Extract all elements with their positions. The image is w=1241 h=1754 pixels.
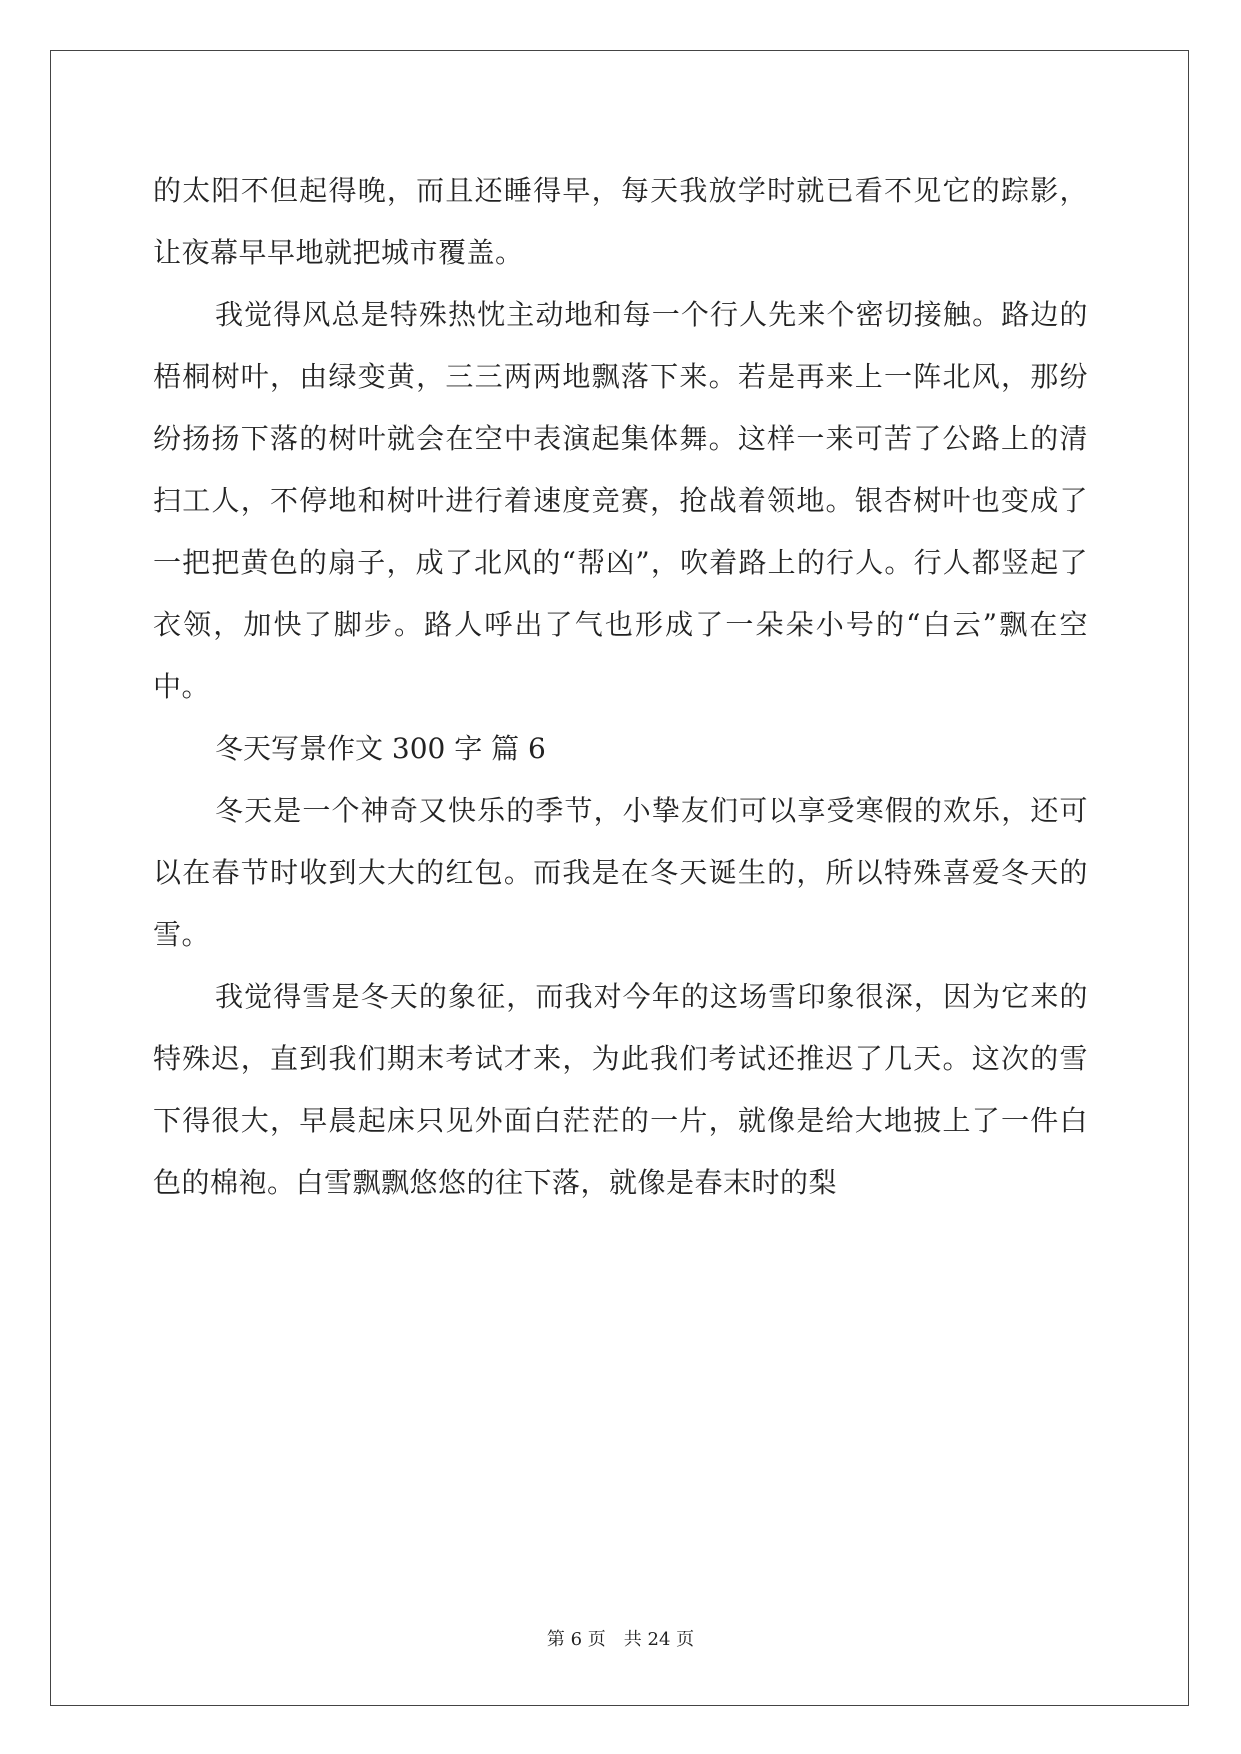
paragraph: 我觉得风总是特殊热忱主动地和每一个行人先来个密切接触。路边的梧桐树叶，由绿变黄，三三两两地飘落下来。若是再来上一阵北风，那纷纷扬扬下落的树叶就会在空中表演起集体舞。这样一来可苦了公路上的清扫工人，不停地和树叶进行着速度竞赛，抢战着领地。银杏树叶也变成了一把把黄色的扇子，成了北风的“帮凶”，吹着路上的行人。行人都竖起了衣领，加快了脚步。路人呼出了气也形成了一朵朵小号的“白云”飘在空中。 bbox=[153, 298, 1088, 703]
section-heading: 冬天写景作文 300 字 篇 6 bbox=[215, 732, 546, 765]
page-number: 第 6 页 bbox=[546, 1629, 606, 1650]
page-footer bbox=[0, 1625, 1241, 1651]
paragraph: 冬天是一个神奇又快乐的季节，小挚友们可以享受寒假的欢乐，还可以在春节时收到大大的红包。而我是在冬天诞生的，所以特殊喜爱冬天的雪。 bbox=[153, 794, 1088, 951]
document-body bbox=[153, 160, 1088, 1214]
paragraph: 我觉得雪是冬天的象征，而我对今年的这场雪印象很深，因为它来的特殊迟，直到我们期末考试才来，为此我们考试还推迟了几天。这次的雪下得很大，早晨起床只见外面白茫茫的一片，就像是给大地披上了一件白色的棉袍。白雪飘飘悠悠的往下落，就像是春末时的梨 bbox=[153, 980, 1088, 1199]
total-pages: 共 24 页 bbox=[623, 1629, 695, 1650]
paragraph: 的太阳不但起得晚，而且还睡得早，每天我放学时就已看不见它的踪影，让夜幕早早地就把城市覆盖。 bbox=[153, 174, 1088, 269]
